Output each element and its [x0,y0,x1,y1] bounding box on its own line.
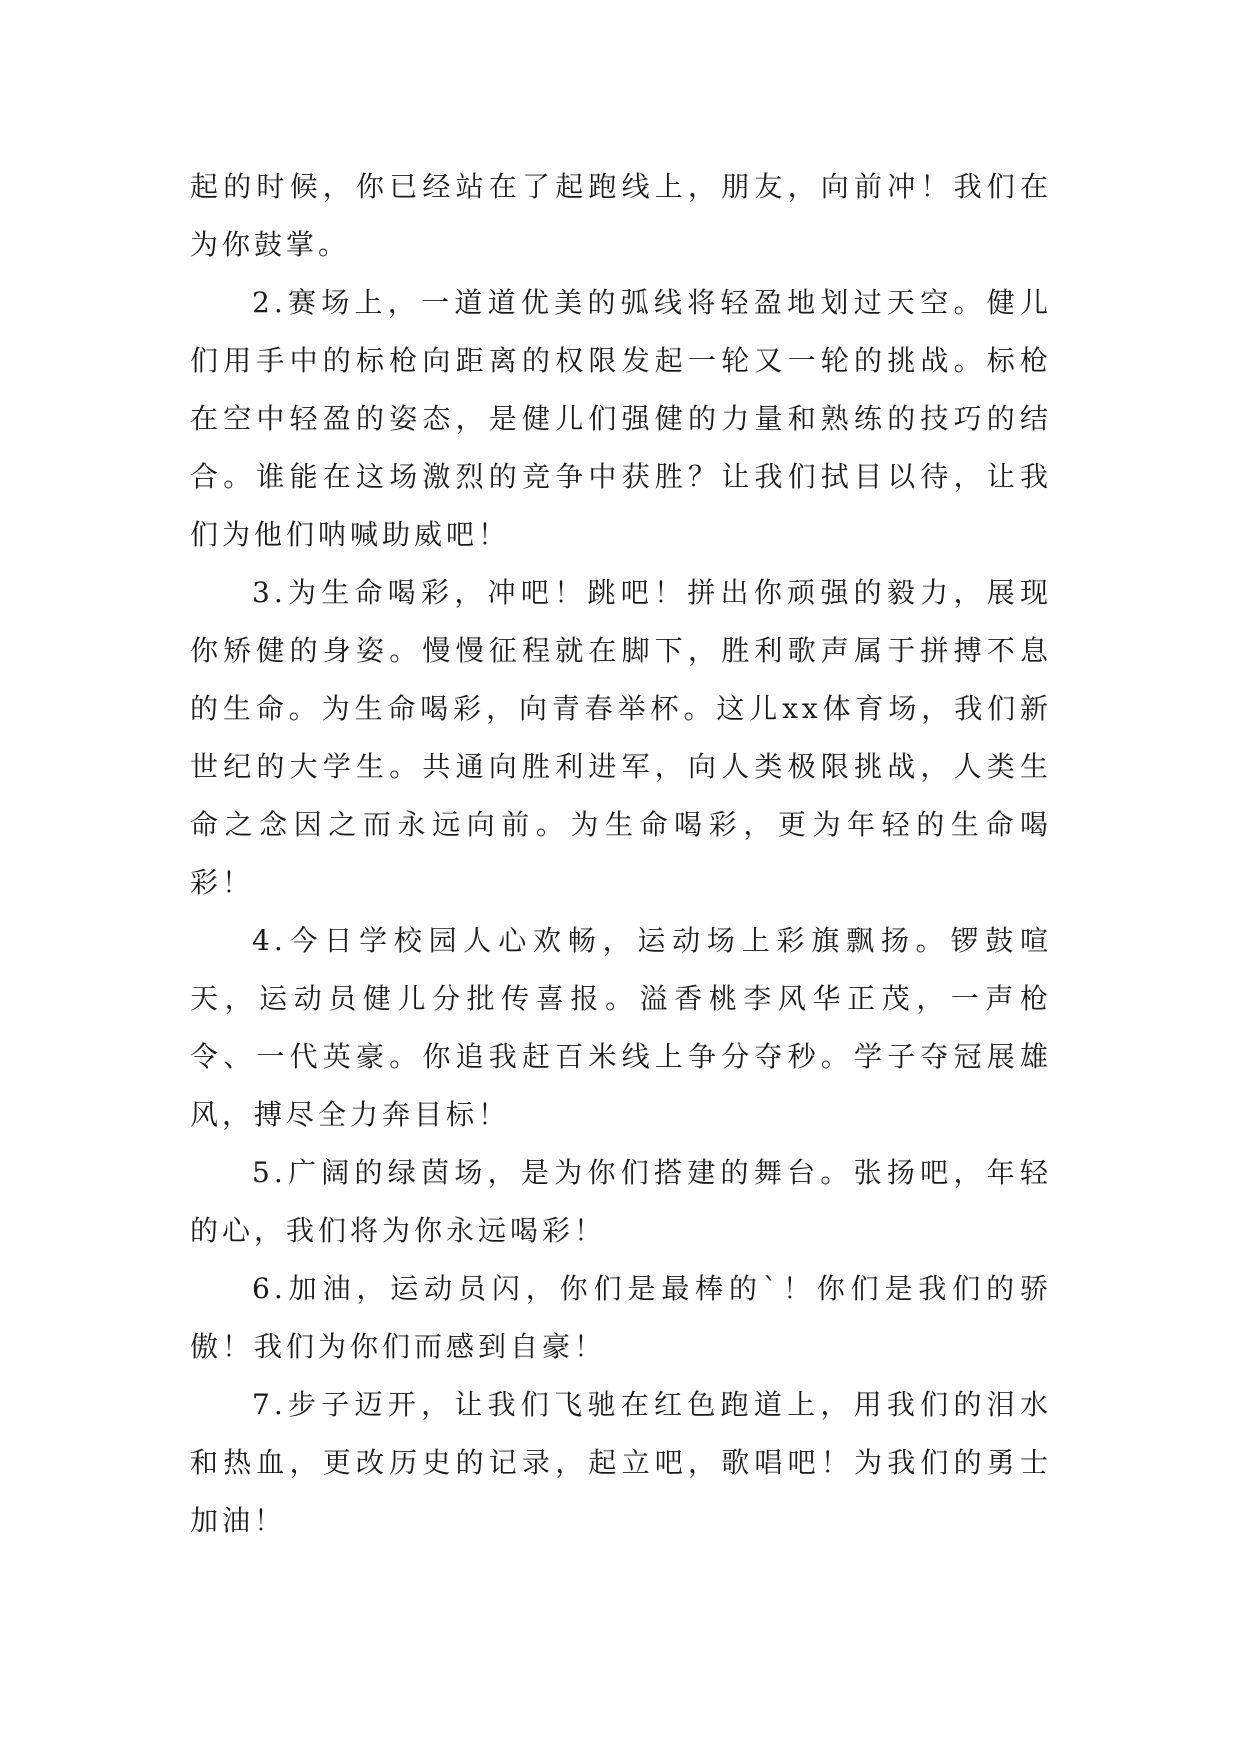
paragraph-item-4: 4.今日学校园人心欢畅，运动场上彩旗飘扬。锣鼓喧天，运动员健儿分批传喜报。溢香桃李风华正茂，一声枪令、一代英豪。你追我赶百米线上争分夺秒。学子夺冠展雄风，搏尽全力奔目标！ [190,924,1052,1131]
paragraph-continuation: 起的时候，你已经站在了起跑线上，朋友，向前冲！我们在为你鼓掌。 [190,170,1052,261]
paragraph-item-5: 5.广阔的绿茵场，是为你们搭建的舞台。张扬吧，年轻的心，我们将为你永远喝彩！ [190,1156,1052,1247]
paragraph-item-6: 6.加油，运动员闪，你们是最棒的`！你们是我们的骄傲！我们为你们而感到自豪！ [190,1272,1052,1363]
paragraph-item-7: 7.步子迈开，让我们飞驰在红色跑道上，用我们的泪水和热血，更改历史的记录，起立吧，歌唱吧！为我们的勇士加油！ [190,1388,1052,1537]
document-page [190,158,1052,1550]
paragraph-item-2: 2.赛场上，一道道优美的弧线将轻盈地划过天空。健儿们用手中的标枪向距离的权限发起一轮又一轮的挑战。标枪在空中轻盈的姿态，是健儿们强健的力量和熟练的技巧的结合。谁能在这场激烈的竞争中获胜？让我们拭目以待，让我们为他们呐喊助威吧！ [190,286,1052,551]
paragraph-item-3: 3.为生命喝彩，冲吧！跳吧！拼出你顽强的毅力，展现你矫健的身姿。慢慢征程就在脚下，胜利歌声属于拼搏不息的生命。为生命喝彩，向青春举杯。这儿xx体育场，我们新世纪的大学生。共通向胜利进军，向人类极限挑战，人类生命之念因之而永远向前。为生命喝彩，更为年轻的生命喝彩！ [190,576,1052,899]
